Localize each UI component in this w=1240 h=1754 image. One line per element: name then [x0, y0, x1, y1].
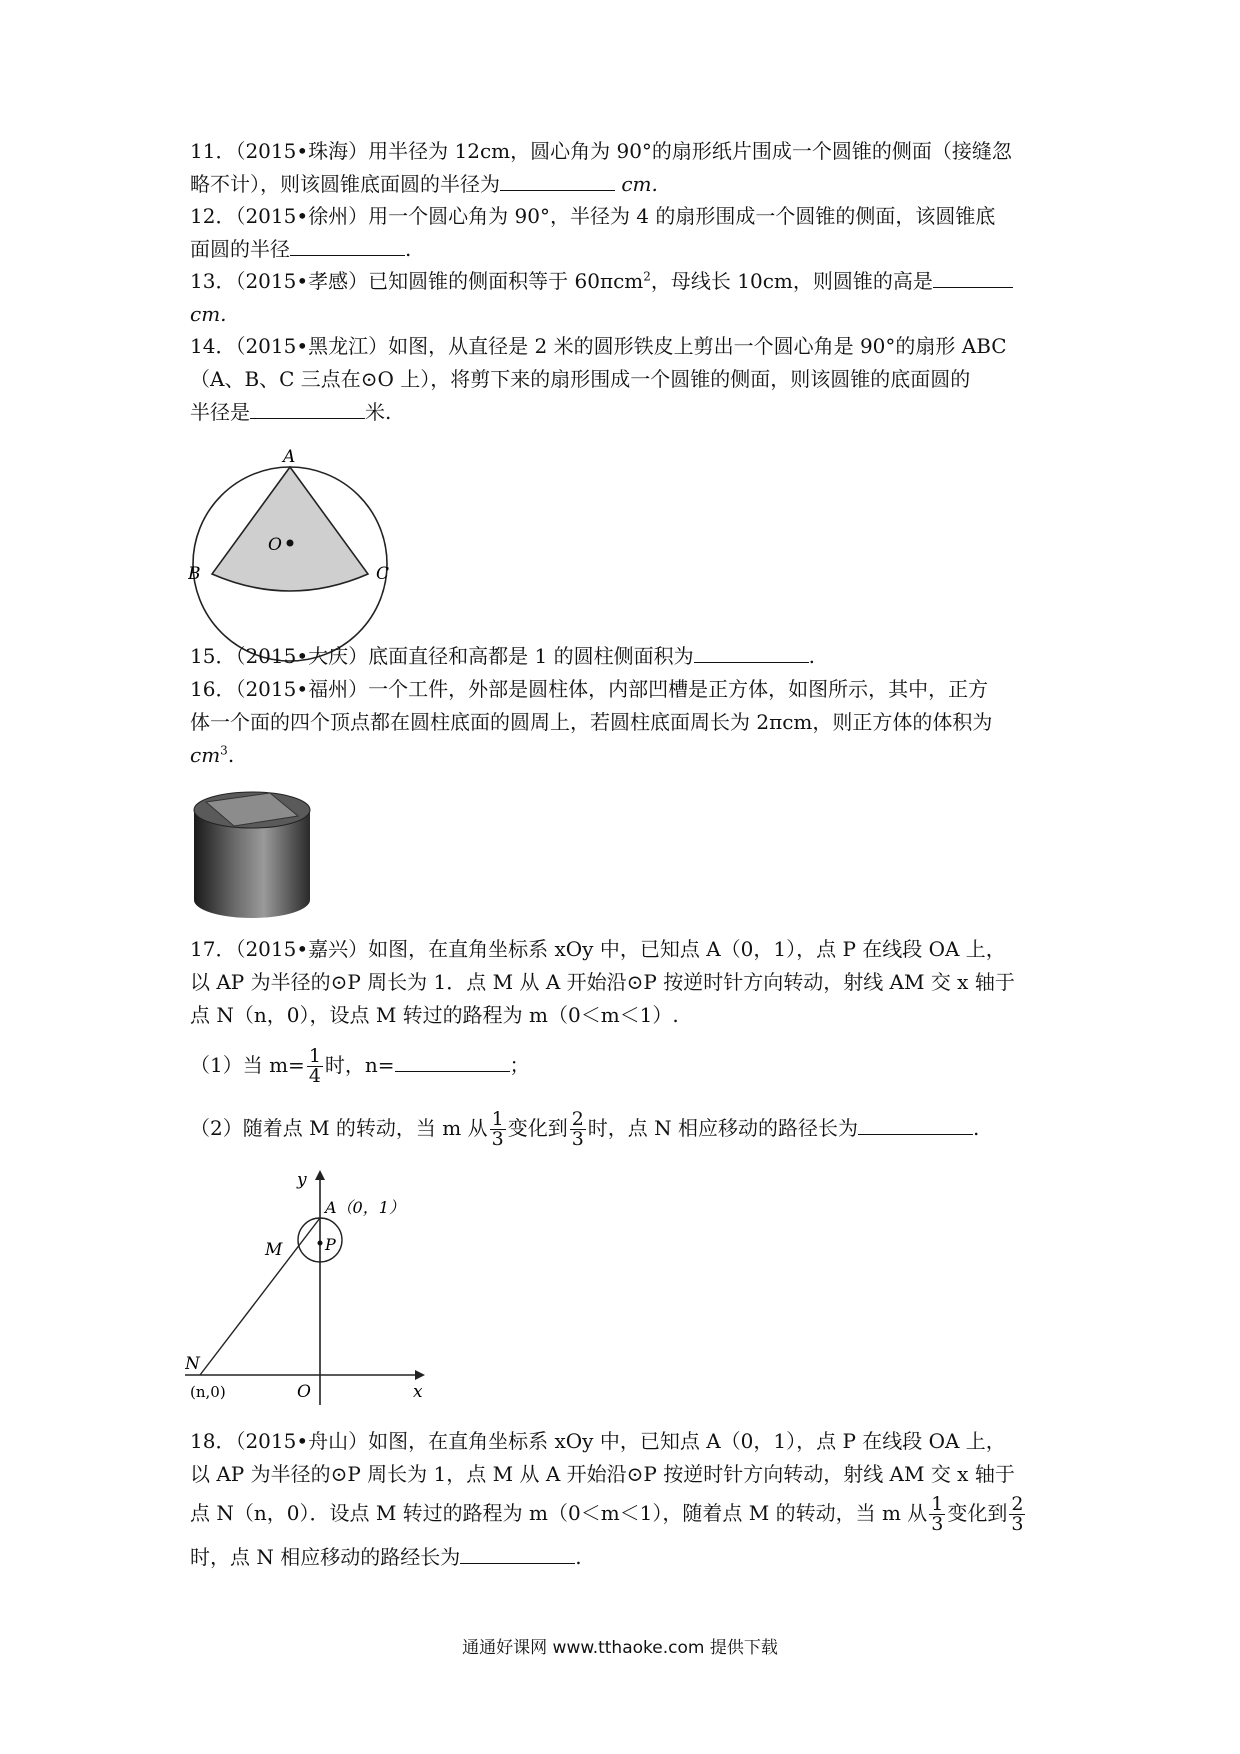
page-footer: 通通好课网 www.tthaoke.com 提供下载: [462, 1638, 778, 1658]
q17-sub1: [190, 1045, 1060, 1086]
question-18: [190, 1425, 1060, 1574]
q17-sub2-fraction-2: [570, 1110, 586, 1149]
label-y: y: [297, 1170, 307, 1190]
q15-period: .: [808, 644, 815, 668]
frac-num: 2: [571, 1108, 584, 1130]
question-16: [190, 673, 1060, 772]
label-p: P: [325, 1235, 336, 1254]
q14-line2: （A、B、C 三点在⊙O 上），将剪下来的扇形围成一个圆锥的侧面，则该圆锥的底面圆的: [190, 367, 971, 391]
question-13: [190, 265, 1060, 331]
q11-text: 略不计），则该圆锥底面圆的半径为: [190, 172, 500, 196]
q17-sub2-fraction-1: [490, 1110, 506, 1149]
q16-line2: 体一个面的四个顶点都在圆柱底面的圆周上，若圆柱底面周长为 2πcm，则正方体的体积为: [190, 710, 993, 734]
q18-text: 点 N（n，0）．设点 M 转过的路程为 m（0＜m＜1），随着点 M 的转动，当 m 从: [190, 1501, 928, 1525]
q18-line1: 18．（2015•舟山）如图，在直角坐标系 xOy 中，已知点 A（0，1），点 P 在线段 OA 上，: [190, 1429, 1006, 1453]
frac-den: 3: [931, 1513, 944, 1535]
q16-period: .: [227, 743, 235, 767]
q13-text: 13．（2015•孝感）已知圆锥的侧面积等于 60πcm: [190, 269, 644, 293]
q18-mid: 变化到: [947, 1501, 1008, 1525]
q17-sub2-mid: 变化到: [507, 1116, 568, 1140]
q17-sub1-text: （1）当 m=: [190, 1053, 305, 1077]
q12-answer-blank[interactable]: [290, 237, 405, 256]
q17-sub1-fraction: [307, 1047, 323, 1086]
frac-den: 3: [1011, 1513, 1024, 1535]
q14-center-dot: [287, 540, 294, 547]
q18-line3: [190, 1491, 1060, 1535]
q13-text-2: ，母线长 10cm，则圆锥的高是: [650, 269, 933, 293]
frac-num: 1: [931, 1493, 944, 1515]
ray-am: [200, 1218, 320, 1375]
question-17: [190, 933, 1060, 1032]
q18-line2: 以 AP 为半径的⊙P 周长为 1，点 M 从 A 开始沿⊙P 按逆时针方向转动，射线 AM 交 x 轴于: [190, 1462, 1015, 1486]
q13-line1: [190, 265, 1060, 298]
label-o: O: [297, 1382, 311, 1402]
q14-line1: 14．（2015•黑龙江）如图，从直径是 2 米的圆形铁皮上剪出一个圆心角是 90°的扇形 ABC: [190, 334, 1007, 358]
q17-coordinate-figure: [185, 1165, 435, 1405]
q14-text: 半径是: [190, 400, 250, 424]
q14-figure: [188, 448, 400, 666]
q14-line3: [190, 396, 1060, 429]
q17-sub1-mid: 时，n=: [324, 1053, 395, 1077]
q17-sub1-post: ；: [509, 1053, 530, 1077]
q18-answer-blank[interactable]: [460, 1545, 575, 1564]
q12-period: .: [405, 237, 412, 261]
q12-line1: 12．（2015•徐州）用一个圆心角为 90°，半径为 4 的扇形围成一个圆锥的侧面，该圆锥底: [190, 204, 996, 228]
q11-answer-blank[interactable]: [500, 172, 615, 191]
frac-num: 1: [308, 1045, 321, 1067]
x-axis-arrow: [415, 1370, 425, 1380]
label-a: A（0，1）: [325, 1198, 405, 1217]
q14-unit: 米.: [365, 400, 392, 424]
q15-answer-blank[interactable]: [694, 644, 809, 663]
q18-period: .: [575, 1545, 582, 1569]
frac-num: 1: [491, 1108, 504, 1130]
q11-unit: cm.: [621, 172, 658, 196]
q18-fraction-1: [929, 1495, 945, 1534]
q13-line2: cm.: [190, 302, 227, 326]
frac-den: 4: [308, 1065, 321, 1087]
label-m: M: [265, 1240, 283, 1260]
q16-line1: 16．（2015•福州）一个工件，外部是圆柱体，内部凹槽是正方体，如图所示，其中，正方: [190, 677, 989, 701]
q17-line1: 17．（2015•嘉兴）如图，在直角坐标系 xOy 中，已知点 A（0，1），点 P 在线段 OA 上，: [190, 937, 1006, 961]
q17-sub1-answer-blank[interactable]: [395, 1053, 510, 1072]
q16-cylinder-figure: [190, 788, 315, 923]
q14-label-b: B: [188, 564, 201, 584]
question-14: [190, 330, 1060, 429]
frac-num: 2: [1011, 1493, 1024, 1515]
q18-line4: [190, 1541, 1060, 1574]
label-n: N: [185, 1354, 200, 1374]
q11-line2: [190, 168, 1060, 201]
q16-unit: cm: [190, 743, 221, 767]
frac-den: 3: [571, 1128, 584, 1150]
q17-sub2-post: 时，点 N 相应移动的路径长为: [587, 1116, 859, 1140]
q14-sector: [212, 467, 368, 591]
q13-sup: 2: [643, 269, 651, 284]
q14-label-o: O: [268, 535, 282, 555]
q17-line3: 点 N（n，0），设点 M 转过的路程为 m（0＜m＜1）.: [190, 1003, 679, 1027]
point-p: [318, 1241, 323, 1246]
q13-answer-blank[interactable]: [933, 269, 1013, 288]
question-12: [190, 200, 1060, 266]
q18-fraction-2: [1009, 1495, 1025, 1534]
q17-sub2-text: （2）随着点 M 的转动，当 m 从: [190, 1116, 488, 1140]
q12-text: 面圆的半径: [190, 237, 290, 261]
q14-label-c: C: [376, 564, 390, 584]
q17-sub2-answer-blank[interactable]: [858, 1116, 973, 1135]
q12-line2: [190, 233, 1060, 266]
label-x: x: [413, 1382, 423, 1402]
frac-den: 3: [491, 1128, 504, 1150]
question-11: [190, 135, 1060, 201]
q14-answer-blank[interactable]: [250, 400, 365, 419]
question-15: [190, 640, 1060, 673]
q16-sup: 3: [220, 743, 228, 758]
q16-line3: [190, 739, 1060, 772]
q14-label-a: A: [283, 448, 296, 467]
q17-line2: 以 AP 为半径的⊙P 周长为 1．点 M 从 A 开始沿⊙P 按逆时针方向转动，射线 AM 交 x 轴于: [190, 970, 1015, 994]
q17-sub2-end: .: [973, 1116, 980, 1140]
q17-sub2: [190, 1108, 1060, 1149]
label-n-coord: (n,0): [190, 1383, 226, 1401]
q18-text-2: 时，点 N 相应移动的路经长为: [190, 1545, 461, 1569]
q15-text: 15．（2015•大庆）底面直径和高都是 1 的圆柱侧面积为: [190, 644, 694, 668]
q11-line1: 11．（2015•珠海）用半径为 12cm，圆心角为 90°的扇形纸片围成一个圆锥的侧面（接缝忽: [190, 139, 1012, 163]
y-axis-arrow: [315, 1170, 325, 1180]
